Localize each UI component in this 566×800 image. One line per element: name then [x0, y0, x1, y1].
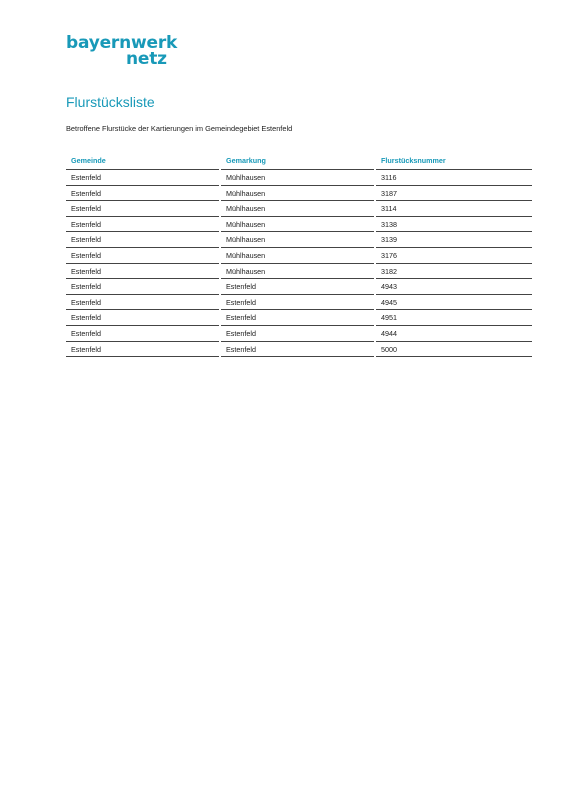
cell-flurstuecksnummer: 3176 [376, 248, 532, 264]
cell-gemeinde: Estenfeld [66, 232, 219, 248]
cell-gemeinde: Estenfeld [66, 170, 219, 186]
table-row [66, 264, 532, 280]
cell-flurstuecksnummer: 3116 [376, 170, 532, 186]
cell-gemeinde: Estenfeld [66, 217, 219, 233]
logo-wordmark-line1: bayernwerk [66, 33, 178, 53]
cell-gemeinde: Estenfeld [66, 186, 219, 202]
page-subtitle: Betroffene Flurstücke der Kartierungen im Gemeindegebiet Estenfeld [66, 124, 293, 133]
header-flurstuecksnummer: Flurstücksnummer [376, 152, 532, 170]
parcel-table [66, 152, 532, 357]
cell-flurstuecksnummer: 4943 [376, 279, 532, 295]
table-row [66, 248, 532, 264]
cell-gemarkung: Mühlhausen [221, 186, 374, 202]
cell-gemarkung: Estenfeld [221, 279, 374, 295]
table-header-row [66, 152, 532, 170]
cell-gemeinde: Estenfeld [66, 342, 219, 358]
table-row [66, 326, 532, 342]
cell-gemarkung: Estenfeld [221, 295, 374, 311]
cell-gemeinde: Estenfeld [66, 248, 219, 264]
cell-gemeinde: Estenfeld [66, 264, 219, 280]
table-row [66, 170, 532, 186]
header-gemeinde: Gemeinde [66, 152, 219, 170]
cell-flurstuecksnummer: 3138 [376, 217, 532, 233]
cell-flurstuecksnummer: 3187 [376, 186, 532, 202]
cell-gemeinde: Estenfeld [66, 279, 219, 295]
cell-gemarkung: Mühlhausen [221, 170, 374, 186]
table-row [66, 217, 532, 233]
table-row [66, 279, 532, 295]
cell-flurstuecksnummer: 3182 [376, 264, 532, 280]
cell-gemarkung: Mühlhausen [221, 232, 374, 248]
logo-wordmark-line2: netz [126, 49, 167, 69]
cell-gemarkung: Estenfeld [221, 326, 374, 342]
cell-gemarkung: Estenfeld [221, 342, 374, 358]
cell-flurstuecksnummer: 4951 [376, 310, 532, 326]
cell-flurstuecksnummer: 5000 [376, 342, 532, 358]
cell-flurstuecksnummer: 4944 [376, 326, 532, 342]
table-row [66, 201, 532, 217]
table-row [66, 295, 532, 311]
cell-flurstuecksnummer: 3114 [376, 201, 532, 217]
bayernwerk-netz-logo [66, 34, 186, 70]
cell-gemarkung: Mühlhausen [221, 264, 374, 280]
cell-flurstuecksnummer: 4945 [376, 295, 532, 311]
cell-gemeinde: Estenfeld [66, 295, 219, 311]
cell-gemarkung: Mühlhausen [221, 217, 374, 233]
table-row [66, 232, 532, 248]
cell-gemeinde: Estenfeld [66, 310, 219, 326]
table-row [66, 186, 532, 202]
header-gemarkung: Gemarkung [221, 152, 374, 170]
cell-gemarkung: Mühlhausen [221, 248, 374, 264]
cell-flurstuecksnummer: 3139 [376, 232, 532, 248]
table-row [66, 342, 532, 358]
cell-gemarkung: Mühlhausen [221, 201, 374, 217]
page-title: Flurstücksliste [66, 94, 155, 110]
table-row [66, 310, 532, 326]
cell-gemeinde: Estenfeld [66, 201, 219, 217]
cell-gemarkung: Estenfeld [221, 310, 374, 326]
cell-gemeinde: Estenfeld [66, 326, 219, 342]
